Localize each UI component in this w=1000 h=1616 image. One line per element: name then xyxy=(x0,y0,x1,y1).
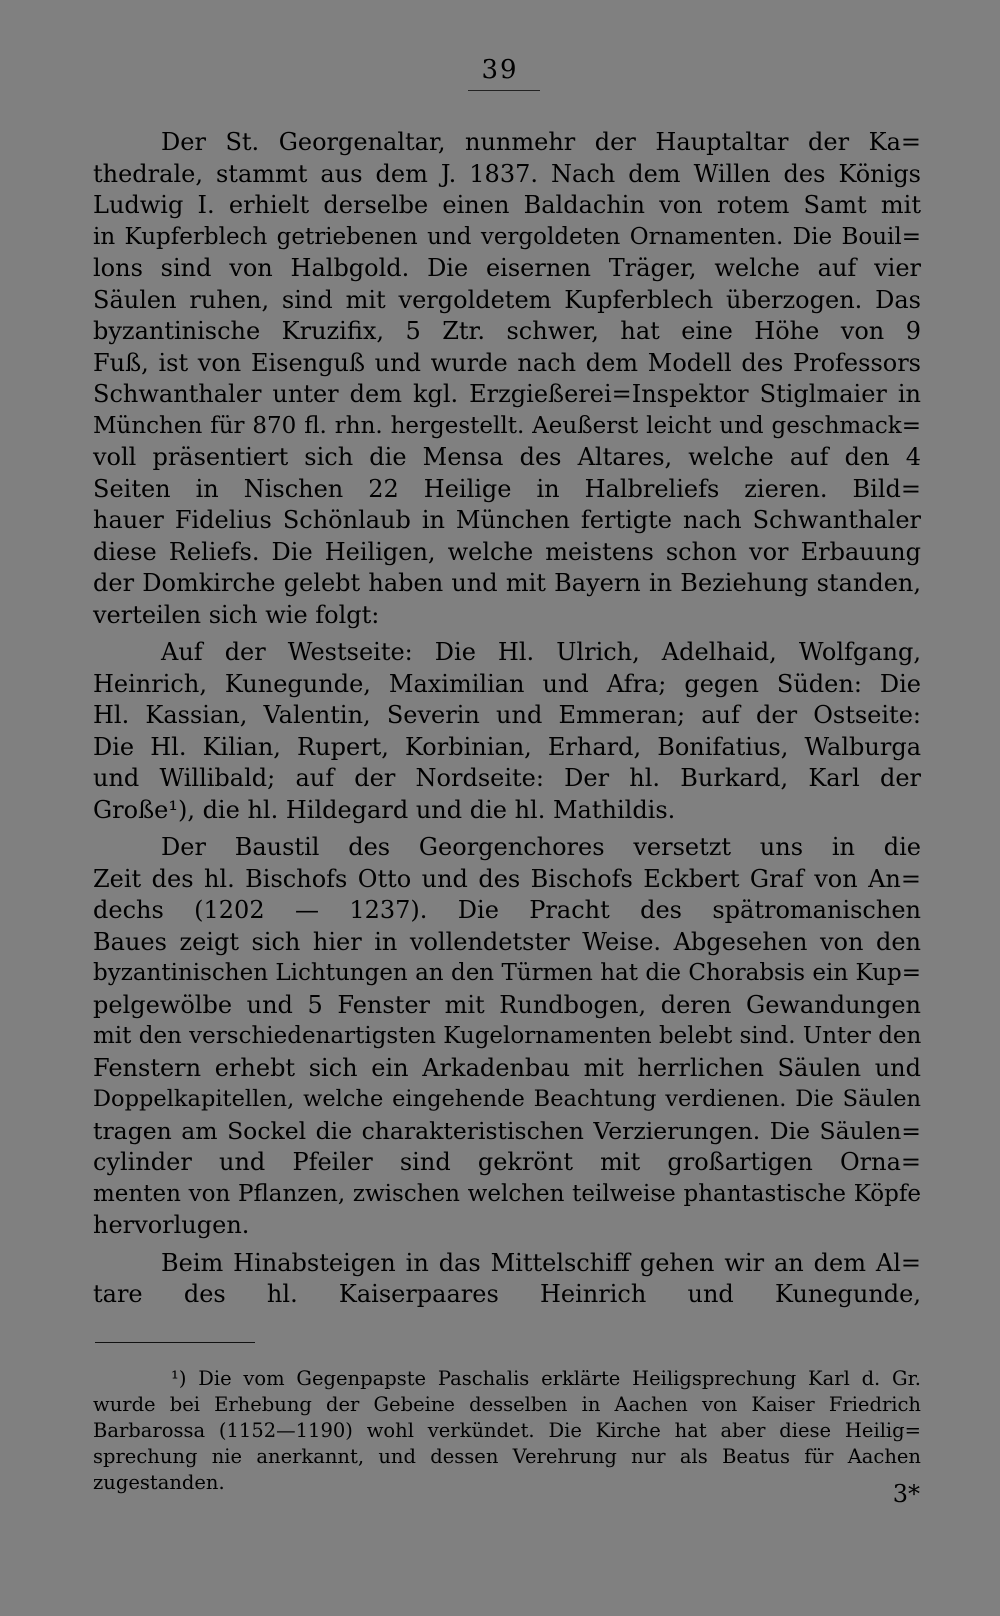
text-line: diese Reliefs. Die Heiligen, welche meistens schon vor Erbauung xyxy=(93,537,921,566)
text-line: in Kupferblech getriebenen und vergoldeten Ornamenten. Die Bouil= xyxy=(93,223,921,250)
text-line: verteilen sich wie folgt: xyxy=(93,600,380,629)
footnote-line: zugestanden. xyxy=(93,1471,225,1494)
text-line: der Domkirche gelebt haben und mit Bayern in Beziehung standen, xyxy=(93,569,921,597)
text-line: pelgewölbe und 5 Fenster mit Rundbogen, deren Gewandungen xyxy=(93,990,921,1019)
text-line: hervorlugen. xyxy=(93,1211,250,1239)
header-rule xyxy=(468,90,540,91)
text-line: München für 870 fl. rhn. hergestellt. Aeußerst leicht und geschmack= xyxy=(93,412,921,439)
text-line: Baues zeigt sich hier in vollendetster Weise. Abgesehen von den xyxy=(93,927,921,956)
body-text xyxy=(93,127,921,1311)
text-line: byzantinischen Lichtungen an den Türmen hat die Chorabsis ein Kup= xyxy=(93,960,921,986)
text-line: Hl. Kassian, Valentin, Severin und Emmeran; auf der Ostseite: xyxy=(93,701,921,729)
text-line: thedrale, stammt aus dem J. 1837. Nach dem Willen des Königs xyxy=(93,159,921,188)
signature-mark: 3* xyxy=(892,1480,920,1508)
text-line: tare des hl. Kaiserpaares Heinrich und Kunegunde, xyxy=(93,1280,921,1308)
text-line: Beim Hinabsteigen in das Mittelschiff gehen wir an dem Al= xyxy=(161,1248,921,1277)
text-line: dechs (1202 — 1237). Die Pracht des spätromanischen xyxy=(93,896,921,924)
text-line: cylinder und Pfeiler sind gekrönt mit großartigen Orna= xyxy=(93,1148,921,1176)
text-line: lons sind von Halbgold. Die eisernen Träger, welche auf vier xyxy=(93,254,921,282)
footnote-line: ¹) Die vom Gegenpapste Paschalis erklärte Heiligsprechung Karl d. Gr. xyxy=(171,1367,921,1390)
text-line: Fuß, ist von Eisenguß und wurde nach dem Modell des Professors xyxy=(93,348,921,377)
text-line: mit den verschiedenartigsten Kugelornamenten belebt sind. Unter den xyxy=(93,1023,922,1049)
text-line: voll präsentiert sich die Mensa des Altares, welche auf den 4 xyxy=(93,443,921,471)
text-line: Ludwig I. erhielt derselbe einen Baldachin von rotem Samt mit xyxy=(93,191,921,219)
footnotes xyxy=(93,1366,921,1496)
text-line: tragen am Sockel die charakteristischen Verzierungen. Die Säulen= xyxy=(93,1116,921,1145)
text-line: Fenstern erhebt sich ein Arkadenbau mit herrlichen Säulen und xyxy=(93,1053,921,1082)
text-line: Zeit des hl. Bischofs Otto und des Bischofs Eckbert Graf von An= xyxy=(93,864,921,893)
text-line: Schwanthaler unter dem kgl. Erzgießerei=Inspektor Stiglmaier in xyxy=(93,380,921,408)
text-line: byzantinische Kruzifix, 5 Ztr. schwer, hat eine Höhe von 9 xyxy=(93,317,921,345)
text-line: Doppelkapitellen, welche eingehende Beachtung verdienen. Die Säulen xyxy=(93,1086,921,1112)
text-line: Der Baustil des Georgenchores versetzt uns in die xyxy=(161,833,921,861)
footnote-rule xyxy=(95,1342,255,1343)
text-line: Auf der Westseite: Die Hl. Ulrich, Adelhaid, Wolfgang, xyxy=(161,638,921,666)
text-line: Große¹), die hl. Hildegard und die hl. Mathildis. xyxy=(93,795,676,824)
text-line: Seiten in Nischen 22 Heilige in Halbreliefs zieren. Bild= xyxy=(93,474,921,503)
text-line: Der St. Georgenaltar, nunmehr der Hauptaltar der Ka= xyxy=(161,128,921,156)
footnote-line: Barbarossa (1152—1190) wohl verkündet. Die Kirche hat aber diese Heilig= xyxy=(93,1419,921,1442)
page-number: 39 xyxy=(481,55,519,85)
text-line: und Willibald; auf der Nordseite: Der hl. Burkard, Karl der xyxy=(93,764,921,792)
footnote-line: wurde bei Erhebung der Gebeine desselben in Aachen von Kaiser Friedrich xyxy=(93,1393,921,1416)
text-line: hauer Fidelius Schönlaub in München fertigte nach Schwanthaler xyxy=(93,506,921,534)
text-line: Säulen ruhen, sind mit vergoldetem Kupferblech überzogen. Das xyxy=(93,285,921,314)
footnote-line: sprechung nie anerkannt, und dessen Verehrung nur als Beatus für Aachen xyxy=(93,1445,921,1468)
text-line: Die Hl. Kilian, Rupert, Korbinian, Erhard, Bonifatius, Walburga xyxy=(93,732,921,761)
text-line: Heinrich, Kunegunde, Maximilian und Afra; gegen Süden: Die xyxy=(93,669,921,698)
text-line: menten von Pflanzen, zwischen welchen teilweise phantastische Köpfe xyxy=(93,1180,921,1207)
